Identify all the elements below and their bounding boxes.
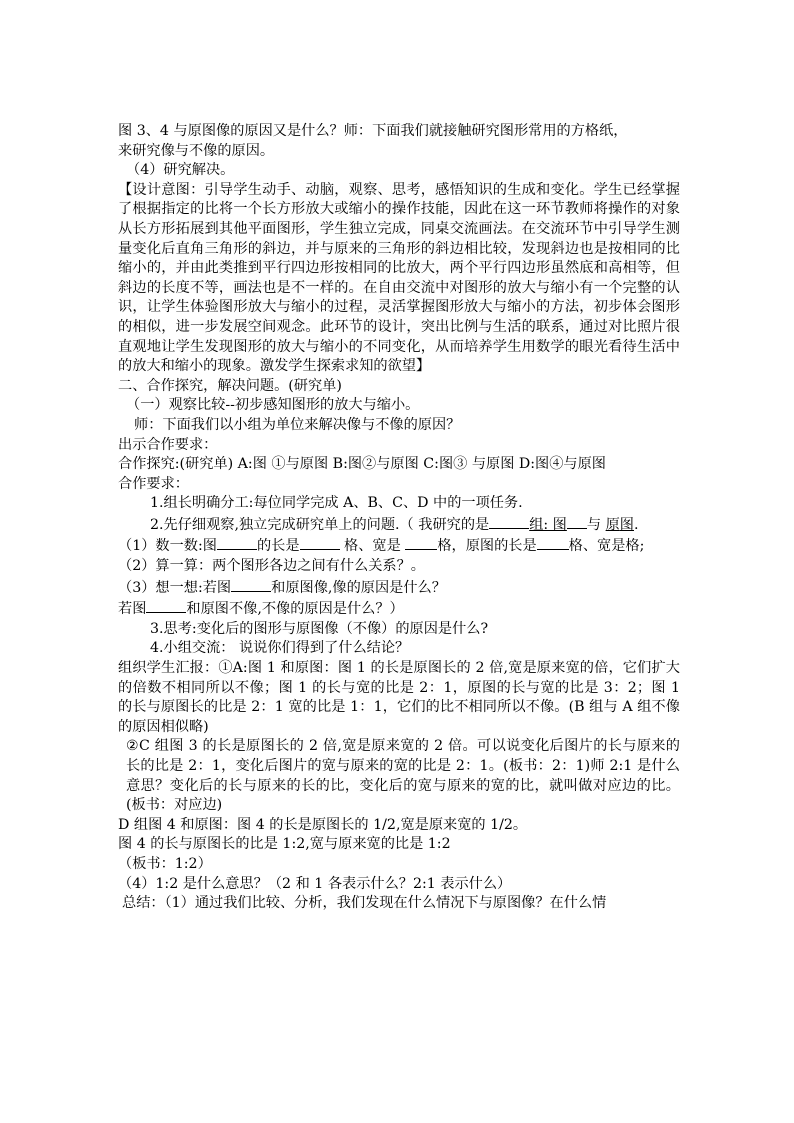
question-text: （3）想一想:若图: [118, 579, 232, 596]
board-note: （板书：1:2）: [118, 855, 212, 872]
text-line: 师：下面我们以小组为单位来解决像与不像的原因？: [134, 416, 461, 433]
fill-blank: [300, 535, 340, 550]
fill-blank: [217, 535, 257, 550]
question-line: [118, 535, 680, 557]
requirement-item: 3.思考:变化后的图形与原图像（不像）的原因是什么?: [150, 620, 489, 637]
text-line: D 组图 4 和原图：图 4 的长是原图长的 1/2,宽是原来宽的 1/2。: [118, 816, 528, 833]
document-page: [118, 122, 680, 914]
section-heading: （4）研究解决。: [126, 162, 235, 179]
text-line: 图 3、4 与原图像的原因又是什么？师：下面我们就接触研究图形常用的方格纸，: [118, 123, 628, 139]
fill-blank: [537, 535, 569, 550]
question-text: 和原图像,像的原因是什么？: [271, 579, 446, 596]
requirement-item: [118, 514, 680, 536]
text-line: 图 4 的长与原图长的比是 1:2,宽与原来宽的比是 1:2: [118, 836, 451, 853]
fill-blank: [489, 514, 529, 529]
text-line: 合作要求：: [118, 475, 189, 492]
requirement-item: 1.组长明确分工:每位同学完成 A、B、C、D 中的一项任务.: [150, 495, 523, 512]
underlined-text: 图: [619, 516, 634, 533]
report-paragraph: 组织学生汇报：①A:图 1 和原图：图 1 的长是原图长的 2 倍,宽是原来宽的倍，它们扩大的倍数不相同所以不像；图 1 的长与宽的比是 2：1，原图的长与宽的比是 3：2；图 1 的长与原图长的比是 2：1 宽的比是 1：1，它们的比不相同所以不像。(B 组与 A 组不像的原因相似略): [118, 660, 680, 735]
report-paragraph: ②C 组图 3 的长是原图长的 2 倍,宽是原来宽的 2 倍。可以说变化后图片的长与原来的长的比是 2：1，变化后图片的宽与原来的宽的比是 2：1。(板书：2：1)师 2:1 是什么意思？变化后的长与原来的长的比，变化后的宽与原来的宽的比，就叫做对应边的比。(板书：对应边): [126, 738, 680, 814]
question-text: 格、宽是: [344, 538, 401, 555]
requirement-item: 4.小组交流： 说说你们得到了什么结论？: [150, 640, 410, 657]
question-text: 和原图不像,不像的原因是什么？）: [186, 601, 404, 618]
question-text: 格，原图的长是: [437, 538, 537, 555]
subsection-heading: （一）观察比较--初步感知图形的放大与缩小。: [126, 397, 420, 414]
summary-line: 总结：（1）通过我们比较、分析，我们发现在什么情况下与原图像？在什么情: [122, 895, 607, 912]
requirement-text: 2.先仔细观察,独立完成研究单上的问题.（ 我研究的是: [150, 516, 490, 533]
section-heading: 二、合作探究，解决问题。(研究单): [118, 377, 342, 394]
question-text: 格、宽是格;: [568, 538, 645, 555]
fill-blank: [567, 514, 587, 529]
requirement-text: 与: [586, 516, 602, 533]
task-list-line: 合作探究:(研究单) A:图 ①与原图 B:图②与原图 C:图③ 与原图 D:图④与原图: [118, 456, 606, 473]
question-text: （1）数一数:图: [118, 538, 217, 555]
fill-blank: [231, 577, 271, 592]
question-line: （2）算一算：两个图形各边之间有什么关系？。: [118, 558, 425, 575]
fill-blank: [146, 598, 186, 613]
question-text: 的长是: [256, 538, 300, 555]
underlined-text: 组: 图: [529, 516, 567, 533]
text-line: 来研究像与不像的原因。: [118, 142, 275, 159]
fill-blank: [405, 535, 437, 550]
text-line: 出示合作要求：: [118, 436, 218, 453]
design-intent-paragraph: 【设计意图：引导学生动手、动脑，观察、思考，感悟知识的生成和变化。学生已经掌握了根据指定的比将一个长方形放大或缩小的操作技能，因此在这一环节教师将操作的对象从长方形拓展到其他平面图形，学生独立完成，同桌交流画法。在交流环节中引导学生测量变化后直角三角形的斜边，并与原来的三角形的斜边相比较，发现斜边也是按相同的比缩小的，并由此类推到平行四边形按相同的比放大，两个平行四边形虽然底和高相等，但斜边的长度不等，画法也是不一样的。在自由交流中对图形的放大与缩小有一个完整的认识，让学生体验图形放大与缩小的过程，灵活掌握图形放大与缩小的方法，初步体会图形的相似，进一步发展空间观念。此环节的设计，突出比例与生活的联系，通过对比照片很直观地让学生发现图形的放大与缩小的不同变化，从而培养学生用数学的眼光看待生活中的放大和缩小的现象。激发学生探索求知的欲望】: [118, 181, 680, 375]
question-line: （4）1:2 是什么意思？（2 和 1 各表示什么？2:1 表示什么）: [118, 875, 512, 892]
underlined-text: 原: [605, 516, 620, 533]
question-line: [118, 577, 680, 599]
question-text: 若图: [118, 601, 147, 618]
question-line: [118, 598, 680, 620]
requirement-text: .: [634, 516, 639, 533]
